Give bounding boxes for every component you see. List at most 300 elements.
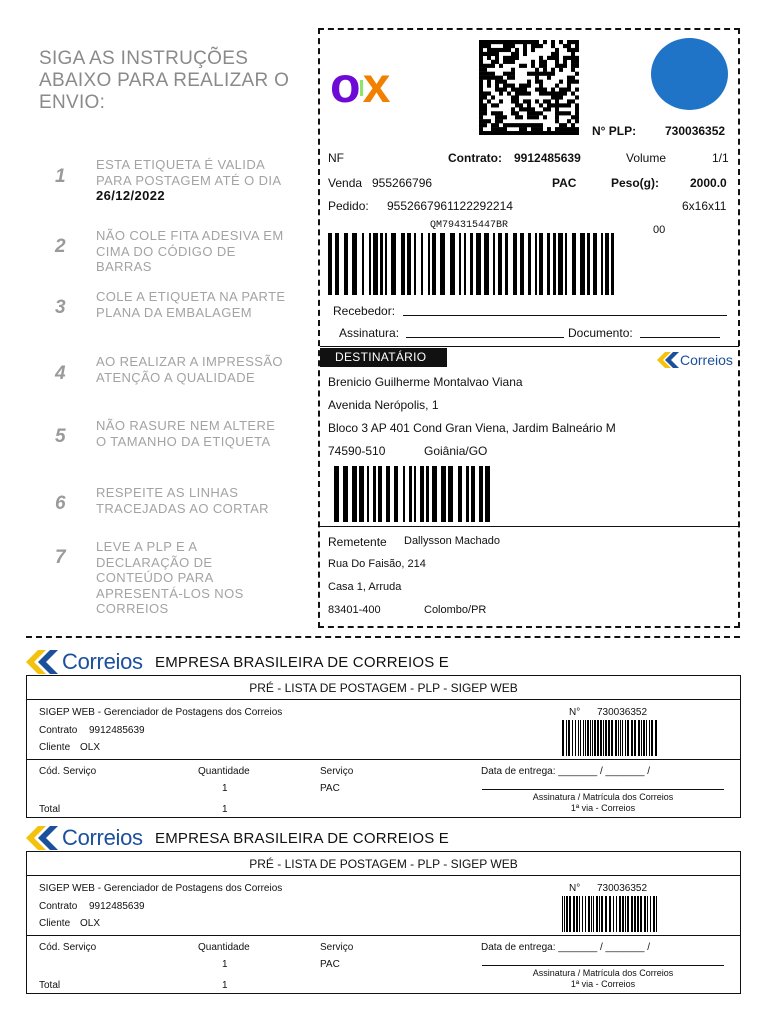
barcode-bar (572, 233, 576, 295)
datamatrix-module (515, 111, 519, 115)
datamatrix-module (563, 103, 567, 107)
barcode-bar (420, 466, 424, 522)
datamatrix-module (515, 88, 519, 92)
datamatrix-module (559, 80, 563, 84)
datamatrix-module (491, 131, 495, 135)
barcode-bar (432, 233, 436, 295)
datamatrix-module (531, 48, 535, 52)
n-label: N° (569, 707, 581, 718)
datamatrix-module (563, 88, 567, 92)
datamatrix-module (551, 131, 555, 135)
datamatrix-module (563, 123, 567, 127)
plp-copy-1 (0, 644, 768, 822)
datamatrix-module (487, 48, 491, 52)
datamatrix-module (535, 123, 539, 127)
datamatrix-module (479, 99, 483, 103)
pedido-value: 9552667961122292214 (387, 199, 513, 213)
datamatrix-module (483, 111, 487, 115)
step-3-text: COLE A ETIQUETA NA PARTE PLANA DA EMBALAGEM (96, 289, 286, 320)
datamatrix-module (539, 103, 543, 107)
datamatrix-module (479, 111, 483, 115)
assinatura-line[interactable] (406, 325, 564, 338)
correios-mark-icon (657, 352, 679, 368)
datamatrix-module (511, 99, 515, 103)
barcode-bar (401, 233, 405, 295)
barcode-bar (553, 233, 556, 295)
barcode-bar (450, 233, 455, 295)
datamatrix-module (499, 64, 503, 68)
brand-circle (651, 38, 728, 110)
tracking-code: QM794315447BR (430, 220, 509, 231)
barcode-bar (485, 466, 490, 522)
datamatrix-module (535, 80, 539, 84)
datamatrix-module (575, 115, 579, 119)
barcode-bar (605, 720, 607, 756)
datamatrix-module (479, 103, 483, 107)
barcode-bar (564, 896, 565, 932)
barcode-bar (565, 233, 567, 295)
datamatrix-module (487, 131, 491, 135)
datamatrix-module (491, 123, 495, 127)
datamatrix-module (499, 76, 503, 80)
barcode-bar (650, 896, 651, 932)
barcode-bar (590, 720, 591, 756)
datamatrix-module (519, 131, 523, 135)
datamatrix-module (543, 107, 547, 111)
datamatrix-module (507, 72, 511, 76)
barcode-bar (580, 233, 585, 295)
barcode-bar (605, 896, 607, 932)
datamatrix-module (543, 68, 547, 72)
datamatrix-module (559, 64, 563, 68)
datamatrix-module (507, 91, 511, 95)
barcode-bar (640, 896, 642, 932)
datamatrix-module (499, 115, 503, 119)
barcode-bar (352, 466, 357, 522)
datamatrix-module (559, 88, 563, 92)
barcode-bar (605, 233, 609, 295)
datamatrix-module (495, 103, 499, 107)
datamatrix-module (519, 115, 523, 119)
datamatrix-module (575, 72, 579, 76)
barcode-bar (394, 466, 398, 522)
rem-street: Rua Do Faisão, 214 (328, 558, 426, 570)
datamatrix-module (539, 127, 543, 131)
datamatrix-module (487, 44, 491, 48)
barcode-bar (466, 466, 469, 522)
datamatrix-module (479, 52, 483, 56)
barcode-bar (601, 896, 603, 932)
datamatrix-module (499, 99, 503, 103)
col-quantidade: Quantidade (198, 942, 250, 953)
datamatrix-module (575, 103, 579, 107)
recebedor-line[interactable] (403, 303, 727, 316)
datamatrix-module (503, 131, 507, 135)
barcode-bar (591, 896, 592, 932)
barcode-bar (391, 233, 396, 295)
barcode-bar (625, 720, 626, 756)
step-5-number: 5 (55, 426, 66, 447)
datamatrix-module (491, 95, 495, 99)
datamatrix-module (523, 88, 527, 92)
barcode-bar (566, 720, 567, 756)
datamatrix-module (543, 60, 547, 64)
datamatrix-module (499, 131, 503, 135)
datamatrix-module (523, 131, 527, 135)
extra-code: 00 (653, 224, 666, 236)
datamatrix-module (511, 60, 515, 64)
olx-logo-x: x (362, 57, 389, 113)
datamatrix-module (479, 44, 483, 48)
datamatrix-module (495, 123, 499, 127)
datamatrix-module (563, 127, 567, 131)
barcode-bar (566, 896, 568, 932)
barcode-bar (352, 233, 357, 295)
barcode-bar (576, 896, 578, 932)
olx-logo-o: o (330, 57, 359, 113)
barcode-bar (572, 720, 573, 756)
barcode-bar (592, 720, 593, 756)
datamatrix-module (511, 95, 515, 99)
datamatrix-module (535, 111, 539, 115)
servico-value: PAC (320, 959, 340, 970)
datamatrix-module (527, 99, 531, 103)
datamatrix-module (575, 111, 579, 115)
datamatrix-module (515, 131, 519, 135)
datamatrix-module (515, 95, 519, 99)
datamatrix-module (483, 107, 487, 111)
barcode-bar (620, 720, 621, 756)
barcode-bar (403, 466, 405, 522)
datamatrix-module (551, 103, 555, 107)
datamatrix-module (563, 131, 567, 135)
datamatrix-module (559, 40, 563, 44)
datamatrix-module (479, 64, 483, 68)
barcode-bar (409, 466, 412, 522)
barcode-bar (634, 720, 636, 756)
datamatrix-module (575, 48, 579, 52)
datamatrix-module (503, 44, 507, 48)
datamatrix-module (531, 115, 535, 119)
datamatrix-module (511, 56, 515, 60)
datamatrix-module (547, 127, 551, 131)
barcode-bar (637, 896, 639, 932)
barcode-bar (587, 233, 590, 295)
datamatrix-module (563, 91, 567, 95)
datamatrix-module (523, 64, 527, 68)
datamatrix-module (515, 56, 519, 60)
step-6-text: RESPEITE AS LINHAS TRACEJADAS AO CORTAR (96, 485, 269, 516)
rem-name: Dallysson Machado (404, 535, 500, 547)
barcode-bar (562, 896, 563, 932)
barcode-bar (441, 466, 446, 522)
datamatrix-module (483, 131, 487, 135)
datamatrix-module (555, 60, 559, 64)
datamatrix-module (527, 91, 531, 95)
datamatrix-module (483, 119, 487, 123)
datamatrix-module (575, 40, 579, 44)
barcode-bar (587, 720, 589, 756)
barcode-bar (597, 720, 599, 756)
datamatrix-module (507, 60, 511, 64)
datamatrix-module (547, 131, 551, 135)
datamatrix-module (503, 84, 507, 88)
datamatrix-module (503, 40, 507, 44)
barcode-bar (611, 720, 613, 756)
datamatrix-module (551, 44, 555, 48)
assinatura-line[interactable] (482, 779, 724, 790)
cliente-value: OLX (80, 918, 101, 929)
datamatrix-module (507, 76, 511, 80)
barcode-bar (421, 233, 423, 295)
datamatrix-module (519, 84, 523, 88)
datamatrix-module (511, 84, 515, 88)
step-4-number: 4 (55, 363, 66, 384)
datamatrix-module (543, 72, 547, 76)
barcode-bar (414, 233, 416, 295)
datamatrix-module (479, 119, 483, 123)
barcode-bar (476, 233, 481, 295)
barcode-bar (426, 466, 429, 522)
datamatrix-module (543, 115, 547, 119)
data-entrega: Data de entrega: _______ / _______ / (481, 766, 651, 777)
documento-line[interactable] (640, 325, 720, 338)
datamatrix-module (511, 123, 515, 127)
datamatrix-module (555, 131, 559, 135)
datamatrix-module (571, 68, 575, 72)
col-servico: Serviço (320, 766, 354, 777)
dest-complement: Bloco 3 AP 401 Cond Gran Viena, Jardim Balneário M (328, 421, 616, 435)
datamatrix-module (495, 131, 499, 135)
datamatrix-module (511, 40, 515, 44)
barcode-bar (367, 466, 369, 522)
barcode-bar (643, 720, 645, 756)
datamatrix-module (503, 48, 507, 52)
barcode-bar (385, 233, 387, 295)
datamatrix-module (563, 64, 567, 68)
datamatrix-module (487, 91, 491, 95)
datamatrix-module (479, 84, 483, 88)
datamatrix-module (543, 91, 547, 95)
datamatrix-module (527, 107, 531, 111)
assinatura-label: Assinatura / Matrícula dos Correios (532, 968, 674, 978)
barcode-bar (373, 466, 376, 522)
olx-logo-l: l (358, 76, 363, 101)
barcode-bar (386, 466, 390, 522)
col-quantidade: Quantidade (198, 766, 250, 777)
datamatrix-module (511, 111, 515, 115)
n-value: 730036352 (597, 883, 648, 894)
datamatrix-module (571, 40, 575, 44)
datamatrix-module (575, 44, 579, 48)
barcode-bar (575, 720, 576, 756)
step-2-number: 2 (55, 236, 66, 257)
datamatrix-module (499, 119, 503, 123)
datamatrix-module (551, 56, 555, 60)
via-label: 1ª via - Correios (570, 979, 636, 989)
barcode-bar (369, 233, 371, 295)
datamatrix-module (539, 88, 543, 92)
datamatrix-module (527, 80, 531, 84)
barcode-bar (335, 233, 339, 295)
datamatrix-module (523, 84, 527, 88)
correios-logo (26, 824, 143, 852)
datamatrix-module (539, 111, 543, 115)
barcode-bar (608, 720, 610, 756)
barcode-bar (656, 896, 657, 932)
barcode-bar (593, 896, 594, 932)
datamatrix-module (479, 88, 483, 92)
datamatrix-module (527, 131, 531, 135)
datamatrix-module (535, 44, 539, 48)
barcode-bar (378, 466, 382, 522)
assinatura-line[interactable] (482, 955, 724, 966)
datamatrix-module (499, 127, 503, 131)
pedido-label: Pedido: (328, 199, 369, 213)
datamatrix-module (483, 64, 487, 68)
datamatrix-module (555, 127, 559, 131)
datamatrix-module (575, 64, 579, 68)
barcode-bar (539, 233, 543, 295)
datamatrix-module (495, 84, 499, 88)
divider (320, 526, 739, 527)
datamatrix-module (487, 119, 491, 123)
datamatrix-module (535, 68, 539, 72)
datamatrix-module (555, 64, 559, 68)
plp-copy-2 (0, 820, 768, 998)
barcode-bar (535, 233, 537, 295)
barcode-bar (505, 233, 508, 295)
barcode-bar (432, 466, 437, 522)
barcode-bar (528, 233, 531, 295)
datamatrix-module (519, 40, 523, 44)
datamatrix-module (547, 103, 551, 107)
datamatrix-module (515, 123, 519, 127)
datamatrix-module (511, 72, 515, 76)
documento-label: Documento: (568, 326, 633, 340)
datamatrix-module (483, 91, 487, 95)
datamatrix-module (495, 48, 499, 52)
datamatrix-module (539, 72, 543, 76)
datamatrix-module (479, 91, 483, 95)
datamatrix-module (555, 119, 559, 123)
plp-label: N° PLP: (592, 124, 637, 138)
datamatrix-module (555, 52, 559, 56)
datamatrix-module (511, 76, 515, 80)
datamatrix-module (563, 111, 567, 115)
barcode-bar (493, 233, 495, 295)
barcode-bar (579, 896, 580, 932)
datamatrix-module (523, 48, 527, 52)
cliente-value: OLX (80, 742, 101, 753)
datamatrix-module (483, 40, 487, 44)
datamatrix-module (523, 52, 527, 56)
datamatrix-module (495, 119, 499, 123)
datamatrix-module (575, 131, 579, 135)
datamatrix-module (507, 44, 511, 48)
dest-name: Brenicio Guilherme Montalvao Viana (328, 375, 523, 389)
barcode-bar (646, 720, 647, 756)
barcode-bar (569, 896, 571, 932)
datamatrix-module (491, 72, 495, 76)
barcode-bar (644, 896, 646, 932)
datamatrix-module (555, 91, 559, 95)
plp-number: 730036352 (665, 124, 726, 138)
datamatrix-module (559, 127, 563, 131)
barcode-bar (380, 233, 383, 295)
rem-city: Colombo/PR (424, 604, 487, 616)
datamatrix-module (531, 64, 535, 68)
datamatrix-module (507, 131, 511, 135)
datamatrix-module (511, 131, 515, 135)
contrato-value: 9912485639 (89, 901, 145, 912)
datamatrix-module (507, 84, 511, 88)
datamatrix-module (531, 72, 535, 76)
datamatrix-module (483, 103, 487, 107)
barcode-bar (547, 233, 550, 295)
datamatrix-module (575, 60, 579, 64)
datamatrix-module (531, 131, 535, 135)
datamatrix-module (543, 88, 547, 92)
datamatrix-module (527, 84, 531, 88)
datamatrix-module (567, 48, 571, 52)
datamatrix-module (531, 127, 535, 131)
tracking-barcode (328, 233, 622, 295)
datamatrix-module (491, 127, 495, 131)
barcode-bar (428, 233, 430, 295)
datamatrix-module (479, 68, 483, 72)
contrato-value: 9912485639 (514, 151, 581, 165)
datamatrix-module (491, 40, 495, 44)
datamatrix-module (511, 52, 515, 56)
datamatrix-module (559, 91, 563, 95)
datamatrix-module (483, 52, 487, 56)
service-type: PAC (552, 176, 577, 190)
datamatrix-module (535, 99, 539, 103)
barcode-bar (582, 896, 583, 932)
datamatrix-module (499, 40, 503, 44)
datamatrix-module (559, 103, 563, 107)
barcode-bar (464, 233, 466, 295)
datamatrix-module (547, 72, 551, 76)
datamatrix-module (523, 127, 527, 131)
datamatrix-module (483, 44, 487, 48)
datamatrix-module (515, 103, 519, 107)
cliente-label: Cliente (39, 918, 71, 929)
datamatrix-module (571, 123, 575, 127)
datamatrix-module (503, 123, 507, 127)
barcode-bar (344, 233, 348, 295)
datamatrix-module (539, 64, 543, 68)
datamatrix-module (567, 40, 571, 44)
quantidade-value: 1 (222, 959, 228, 970)
barcode-bar (585, 720, 586, 756)
datamatrix-module (487, 40, 491, 44)
step-2-text: NÃO COLE FITA ADESIVA EM CIMA DO CÓDIGO DE BARRAS (96, 228, 284, 274)
datamatrix-module (551, 52, 555, 56)
barcode-bar (627, 896, 629, 932)
barcode-bar (573, 896, 575, 932)
barcode-bar (498, 233, 502, 295)
datamatrix-module (567, 119, 571, 123)
barcode-bar (484, 233, 489, 295)
dest-street: Avenida Nerópolis, 1 (328, 398, 439, 412)
barcode-bar (513, 233, 517, 295)
datamatrix-module (575, 95, 579, 99)
dimensions: 6x16x11 (682, 199, 727, 213)
datamatrix-module (567, 131, 571, 135)
step-3-number: 3 (55, 297, 66, 318)
